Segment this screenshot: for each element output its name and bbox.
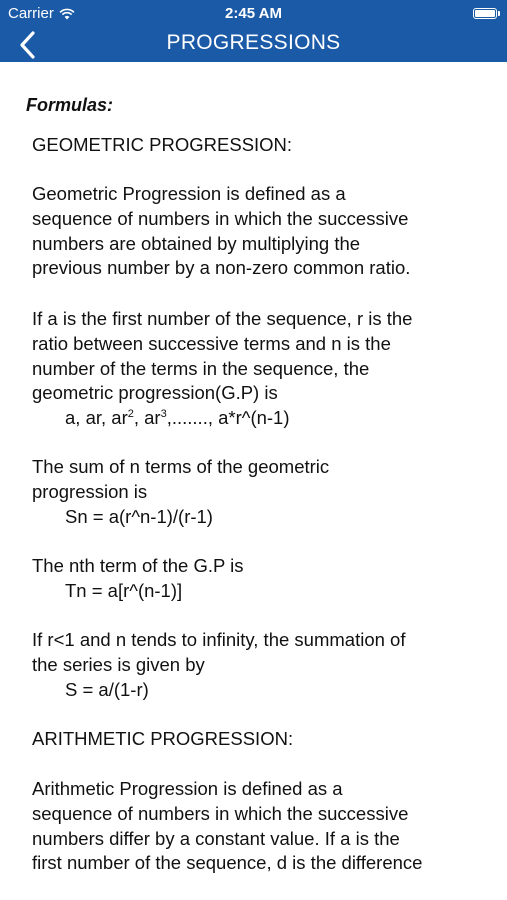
gp-nth-term-formula [32, 579, 497, 604]
page-title: PROGRESSIONS [166, 31, 341, 54]
gp-section-title: GEOMETRIC PROGRESSION: [32, 134, 293, 155]
gp-sum-intro: The sum of n terms of the geometric progression is [32, 456, 330, 502]
gp-terms-formula-exponent1: 2 [127, 407, 134, 420]
navigation-bar [0, 28, 507, 62]
status-bar [0, 0, 507, 28]
gp-terms-formula-exponent2: 3 [160, 407, 167, 420]
gp-nth-term-formula-text: Tn = a[r^(n-1)] [65, 580, 183, 601]
gp-infinite-formula-text: S = a/(1-r) [65, 679, 149, 700]
top-bar [0, 0, 507, 62]
carrier-label: Carrier [8, 5, 54, 22]
gp-terms-formula-part3: ,......., a*r^(n-1) [166, 407, 290, 428]
ap-section-title: ARITHMETIC PROGRESSION: [32, 728, 294, 749]
gp-terms-formula [32, 406, 497, 431]
gp-infinite-intro: If r<1 and n tends to infinity, the summation of the series is given by [32, 629, 406, 675]
gp-terms-intro: If a is the first number of the sequence, r is the ratio between successive terms and n is the number of the terms in the sequence, the geometric progression(G.P) is [32, 308, 413, 404]
status-time: 2:45 AM [225, 5, 282, 22]
gp-definition: Geometric Progression is defined as a sequence of numbers in which the successive numbers are obtained by multiplying the previous number by a non-zero common ratio. [32, 183, 411, 279]
gp-terms-formula-part2: , ar [133, 407, 161, 428]
gp-sum-formula [32, 505, 497, 530]
gp-sum-formula-text: Sn = a(r^n-1)/(r-1) [65, 506, 213, 527]
gp-infinite-formula [32, 678, 497, 703]
gp-nth-term-intro: The nth term of the G.P is [32, 555, 244, 576]
formulas-heading: Formulas: [26, 95, 114, 115]
formulas-content[interactable] [0, 62, 507, 900]
ap-definition: Arithmetic Progression is defined as a sequence of numbers in which the successive numbers differ by a constant value. If a is the first number of the sequence, d is the difference [32, 778, 423, 874]
gp-terms-formula-part1: a, ar, ar [65, 407, 128, 428]
battery-icon [473, 8, 497, 19]
